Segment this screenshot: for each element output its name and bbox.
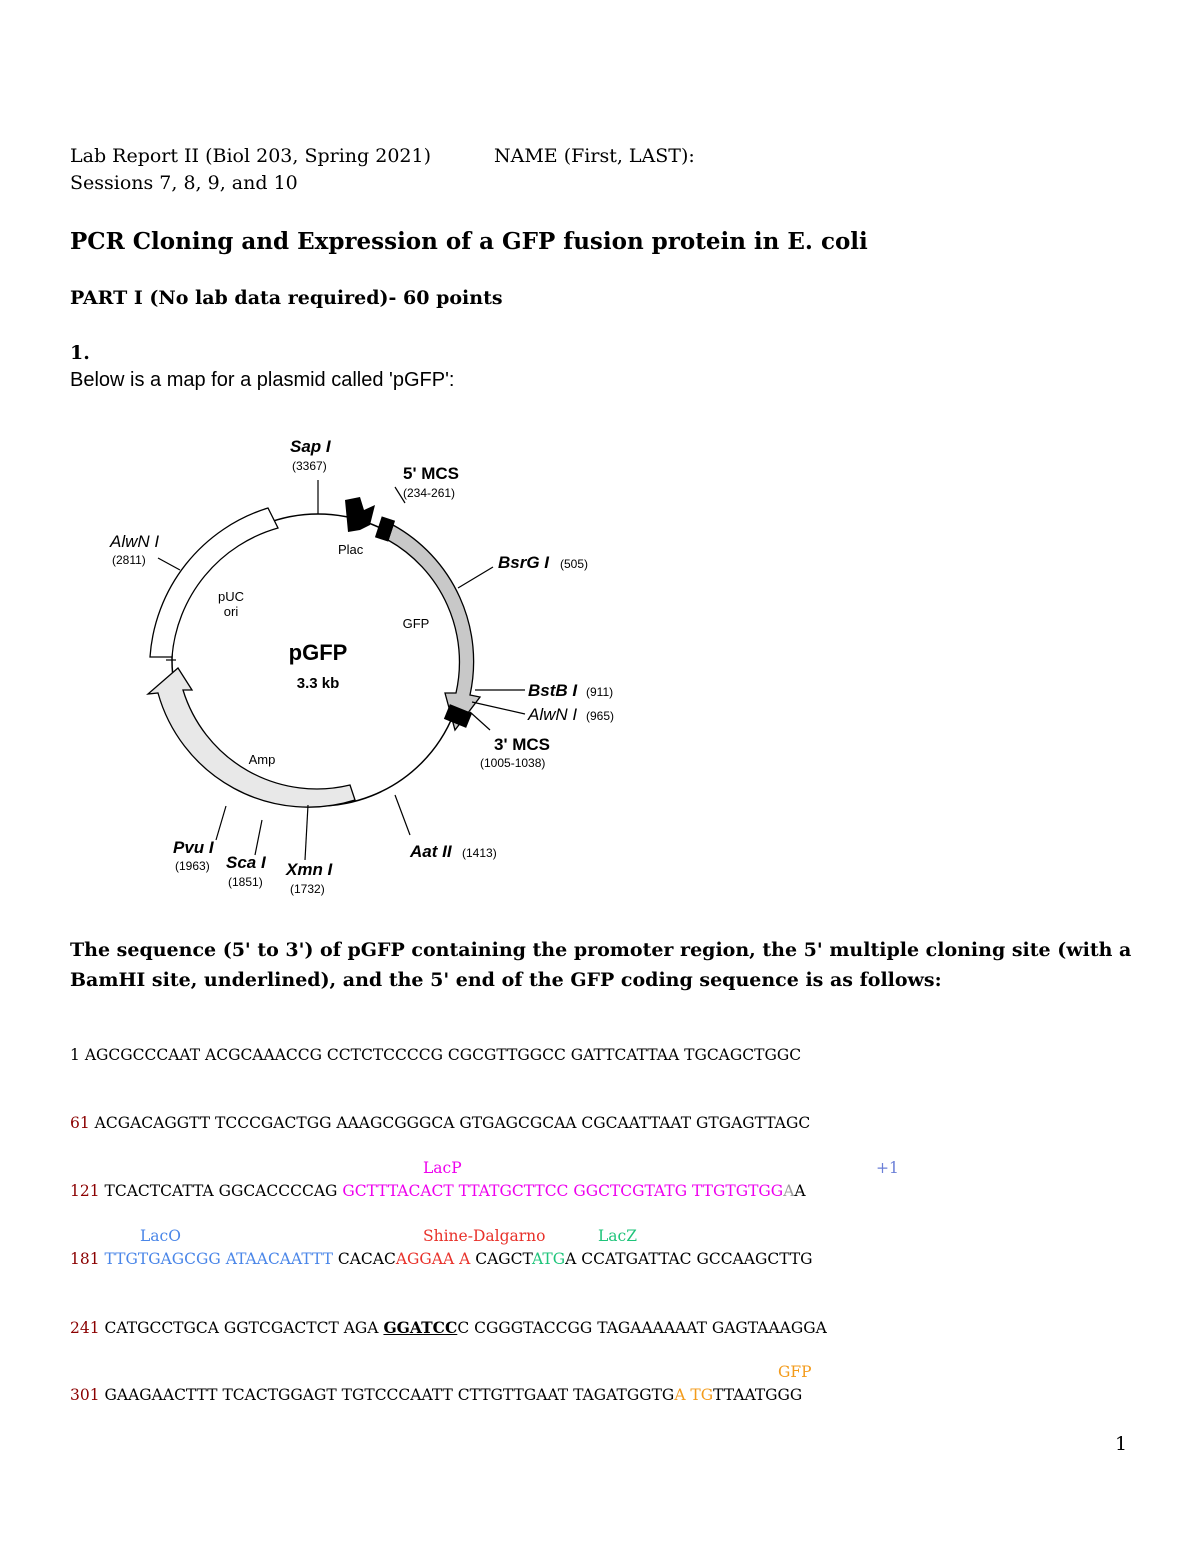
seq-line-1: 1 AGCGCCCAAT ACGCAAACCG CCTCTCCCCG CGCGTTGGCC GATTCATTAA TGCAGCTGGC bbox=[70, 1046, 802, 1064]
bsrgi-label: BsrG I bbox=[498, 553, 550, 572]
alwni-pos: (2811) bbox=[112, 553, 146, 567]
page-number: 1 bbox=[1115, 1433, 1128, 1455]
pvui-pos: (1963) bbox=[175, 859, 210, 873]
pvui-label: Pvu I bbox=[173, 838, 214, 857]
document-title: PCR Cloning and Expression of a GFP fusion protein in E. coli bbox=[70, 228, 868, 255]
puc-label: pUC bbox=[217, 589, 245, 604]
question-number: 1. bbox=[70, 342, 90, 364]
xmni-label: Xmn I bbox=[286, 860, 333, 879]
aatii-label: Aat II bbox=[410, 842, 452, 861]
alwni2-label: AlwN I bbox=[528, 705, 578, 724]
seq-num: 61 bbox=[70, 1114, 90, 1132]
puc-ori bbox=[150, 508, 278, 657]
gfp-inner-label: GFP bbox=[402, 616, 430, 631]
scai-label: Sca I bbox=[226, 853, 266, 872]
seq-num: 301 bbox=[70, 1386, 100, 1404]
alwni2-pos: (965) bbox=[586, 709, 615, 723]
sapi-pos: (3367) bbox=[292, 459, 327, 473]
seq-line-181: 181 TTGTGAGCGG ATAACAATTT CACACAGGAA A CAGCTATGA CCATGATTAC GCCAAGCTTG bbox=[70, 1250, 813, 1268]
plasmid-map bbox=[95, 425, 635, 905]
mcs5-label: 5' MCS bbox=[403, 464, 459, 483]
header-course: Lab Report II (Biol 203, Spring 2021) bbox=[70, 145, 431, 167]
plasmid-size: 3.3 kb bbox=[296, 675, 340, 692]
plac-promoter bbox=[345, 497, 375, 532]
bsrgi-pos: (505) bbox=[560, 557, 589, 571]
question-text: Below is a map for a plasmid called 'pGFP': bbox=[70, 369, 455, 391]
header-sessions: Sessions 7, 8, 9, and 10 bbox=[70, 172, 298, 194]
scai-pos: (1851) bbox=[228, 875, 263, 889]
seq-num: 241 bbox=[70, 1319, 100, 1337]
part-heading: PART I (No lab data required)- 60 points bbox=[70, 287, 503, 309]
plasmid-name: pGFP bbox=[288, 640, 348, 665]
seq-num: 1 bbox=[70, 1046, 80, 1064]
bstbi-pos: (911) bbox=[586, 685, 614, 699]
bamhi-site: GGATCC bbox=[383, 1318, 458, 1337]
lacz-label: LacZ bbox=[598, 1227, 637, 1245]
bstbi-label: BstB I bbox=[528, 681, 578, 700]
aatii-pos: (1413) bbox=[462, 846, 497, 860]
seq-line-241: 241 CATGCCTGCA GGTCGACTCT AGA GGATCCC CGGGTACCGG TAGAAAAAAT GAGTAAAGGA bbox=[70, 1318, 827, 1337]
ori-label: ori bbox=[223, 604, 239, 619]
seq-line-61: 61 ACGACAGGTT TCCCGACTGG AAAGCGGGCA GTGAGCGCAA CGCAATTAAT GTGAGTTAGC bbox=[70, 1114, 811, 1132]
seq-num: 121 bbox=[70, 1182, 100, 1200]
header-name-label: NAME (First, LAST): bbox=[494, 145, 695, 167]
xmni-pos: (1732) bbox=[290, 882, 325, 896]
alwni-label: AlwN I bbox=[110, 532, 160, 551]
seq-line-121: 121 TCACTCATTA GGCACCCCAG GCTTTACACT TTATGCTTCC GGCTCGTATG TTGTGTGGAA bbox=[70, 1182, 806, 1200]
shine-dalgarno-label: Shine-Dalgarno bbox=[423, 1227, 546, 1245]
sapi-label: Sap I bbox=[290, 437, 331, 456]
seq-line-301: 301 GAAGAACTTT TCACTGGAGT TGTCCCAATT CTTGTTGAAT TAGATGGTGA TGTTAATGGG bbox=[70, 1386, 803, 1404]
mcs3-pos: (1005-1038) bbox=[480, 756, 546, 770]
gfp-label: GFP bbox=[778, 1363, 812, 1381]
lacp-label: LacP bbox=[423, 1159, 462, 1177]
sequence-intro: The sequence (5' to 3') of pGFP containing the promoter region, the 5' multiple cloning site (with a BamHI site, underlined), and the 5' end of the GFP coding sequence is as follows: bbox=[70, 939, 1132, 991]
mcs3-label: 3' MCS bbox=[494, 735, 550, 754]
plus1-label: +1 bbox=[876, 1159, 899, 1177]
amp-label: Amp bbox=[248, 752, 276, 767]
plac-label: Plac bbox=[338, 542, 364, 557]
laco-label: LacO bbox=[140, 1227, 181, 1245]
seq-num: 181 bbox=[70, 1250, 100, 1268]
mcs5-pos: (234-261) bbox=[403, 486, 456, 500]
